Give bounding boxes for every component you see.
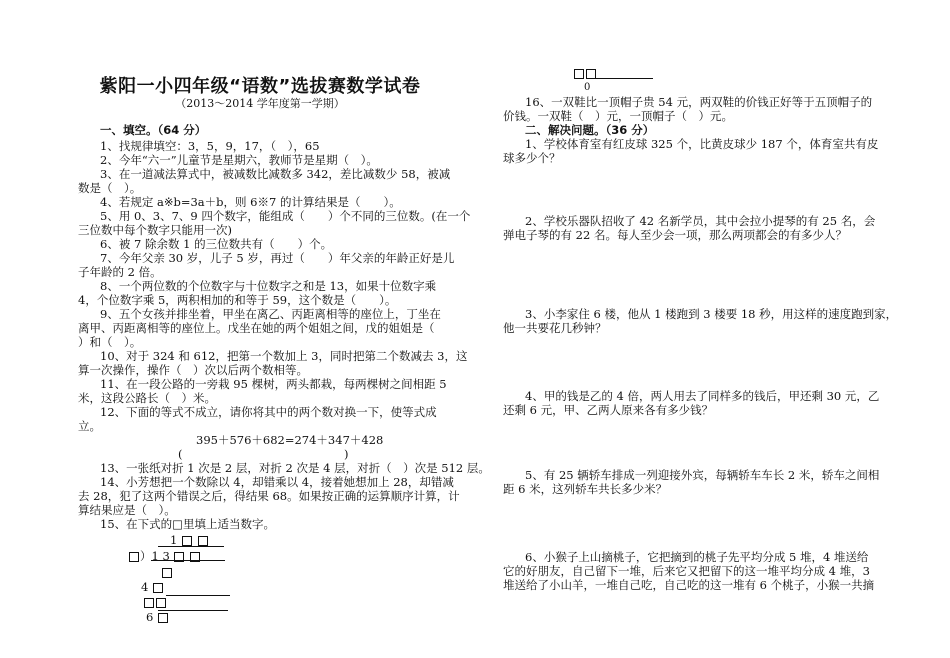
problem-1-line1: 1、学校体育室有红皮球 325 个，比黄皮球少 187 个，体育室共有皮 <box>525 137 879 151</box>
question-14-line2: 去 28，犯了这两个错误之后，得结果 68。如果按正确的运算顺序计算，计 <box>78 489 460 503</box>
problem-5-line2: 距 6 米，这列轿车共长多少米？ <box>503 482 668 496</box>
question-10-line2: 算一次操作，操作（ ）次以后两个数相等。 <box>78 363 308 377</box>
question-12-paren-right: ) <box>344 447 349 461</box>
division-row-4 <box>141 580 164 594</box>
division-continued <box>573 66 597 80</box>
exam-title: 紫阳一小四年级“语数”选拔赛数学试卷 <box>99 76 421 97</box>
problem-5-line1: 5、有 25 辆轿车排成一列迎接外宾，每辆轿车车长 2 米，轿车之间相 <box>525 468 880 482</box>
blank-box[interactable] <box>574 69 584 79</box>
problem-6-line3: 堆送给了小山羊，一堆自己吃，自己吃的这一堆有 6 个桃子，小猴一共摘 <box>503 578 875 592</box>
problem-2-line2: 弹电子琴的有 22 名。每人至少会一项，那么两项都会的有多少人？ <box>503 228 847 242</box>
question-11-line2: 米，这段公路长（ ）米。 <box>78 391 216 405</box>
problem-4-line1: 4、甲的钱是乙的 4 倍，两人用去了同样多的钱后，甲还剩 30 元，乙 <box>525 389 880 403</box>
division-underline-1 <box>151 548 225 561</box>
question-16-line2: 价钱。一双鞋（ ）元，一顶帽子（ ）元。 <box>503 109 733 123</box>
exam-subtitle: （2013～2014 学年度第一学期） <box>175 97 345 110</box>
question-13: 13、一张纸对折 1 次是 2 层，对折 2 次是 4 层，对折（ ）次是 512 层。 <box>100 461 490 475</box>
question-9-line1: 9、五个女孩并排坐着，甲坐在离乙、丙距离相等的座位上，丁坐在 <box>100 307 441 321</box>
question-3-line2: 数是（ ）。 <box>78 181 142 195</box>
question-14-line3: 算结果应是（ ）。 <box>78 503 176 517</box>
division-underline-3 <box>158 598 228 611</box>
division-row-6 <box>146 610 169 624</box>
division-digit-1: 1 <box>170 533 178 547</box>
problem-6-line1: 6、小猴子上山摘桃子，它把摘到的桃子先平均分成 5 堆，4 堆送给 <box>525 550 869 564</box>
problem-6-line2: 它的好朋友，自己留下一堆，后来它又把留下的这一堆平均分成 4 堆，3 <box>503 564 870 578</box>
question-12-equation: 395＋576＋682=274＋347＋428 <box>196 433 384 447</box>
question-1: 1、找规律填空：3，5，9，17，（ ），65 <box>100 139 320 153</box>
division-digit-4: 4 <box>141 580 149 594</box>
section2-heading: 二、解决问题。（36 分） <box>525 123 655 137</box>
question-11-line1: 11、在一段公路的一旁栽 95 棵树，两头都栽，每两棵树之间相距 5 <box>100 377 447 391</box>
division-remainder: 0 <box>584 82 591 93</box>
question-10-line1: 10、对于 324 和 612，把第一个数加上 3，同时把第二个数减去 3，这 <box>100 349 468 363</box>
blank-box[interactable] <box>158 613 168 623</box>
question-2: 2、今年“六一”儿童节是星期六，教师节是星期（ ）。 <box>100 153 378 167</box>
question-16-line1: 16、一双鞋比一顶帽子贵 54 元，两双鞋的价钱正好等于五顶帽子的 <box>525 95 873 109</box>
question-9-line2: 离甲、丙距离相等的座位上。戊坐在她的两个姐姐之间，戊的姐姐是（ <box>78 321 435 335</box>
blank-box[interactable] <box>144 598 154 608</box>
question-9-line3: ）和（ ）。 <box>78 335 142 349</box>
question-6: 6、被 7 除余数 1 的三位数共有（ ）个。 <box>100 237 333 251</box>
question-5-line2: 三位数中每个数字只能用一次) <box>78 223 232 237</box>
division-underline-2 <box>166 583 230 596</box>
question-15: 15、在下式的□里填上适当数字。 <box>100 517 275 531</box>
question-12-line1: 12、下面的等式不成立，请你将其中的两个数对换一下，使等式成 <box>100 405 437 419</box>
question-7-line2: 子年龄的 2 倍。 <box>78 265 162 279</box>
division-underline-4 <box>595 66 653 79</box>
question-5-line1: 5、用 0、3、7、9 四个数字，能组成（ ）个不同的三位数。(在一个 <box>100 209 471 223</box>
question-8-line1: 8、一个两位数的个位数字与十位数字之和是 13，如果十位数字乘 <box>100 279 437 293</box>
blank-box[interactable] <box>153 583 163 593</box>
problem-1-line2: 球多少个？ <box>503 151 561 165</box>
division-digit-6: 6 <box>146 610 154 624</box>
question-8-line2: 4，个位数字乘 5，两积相加的和等于 59，这个数是（ ）。 <box>78 293 397 307</box>
question-12-line2: 立。 <box>78 419 101 433</box>
problem-4-line2: 还剩 6 元，甲、乙两人原来各有多少钱？ <box>503 403 714 417</box>
question-7-line1: 7、今年父亲 30 岁，儿子 5 岁，再过（ ）年父亲的年龄正好是儿 <box>100 251 455 265</box>
division-dividend-start: ）1 3 <box>140 549 170 563</box>
blank-box[interactable] <box>129 552 139 562</box>
problem-3-line2: 他一共要花几秒钟？ <box>503 321 607 335</box>
blank-box[interactable] <box>162 568 172 578</box>
section1-heading: 一、填空。（64 分） <box>100 123 207 137</box>
question-12-paren-left: ( <box>178 447 183 461</box>
division-row-3 <box>161 565 173 579</box>
question-14-line1: 14、小芳想把一个数除以 4，却错乘以 4，接着她想加上 28，却错减 <box>100 475 454 489</box>
question-4: 4、若规定 a※b=3a＋b，则 6※7 的计算结果是（ ）。 <box>100 195 401 209</box>
division-bar <box>158 534 224 547</box>
problem-2-line1: 2、学校乐器队招收了 42 名新学员，其中会拉小提琴的有 25 名，会 <box>525 214 876 228</box>
question-3-line1: 3、在一道减法算式中，被减数比减数多 342，差比减数少 58，被减 <box>100 167 451 181</box>
problem-3-line1: 3、小李家住 6 楼，他从 1 楼跑到 3 楼要 18 秒，用这样的速度跑到家， <box>525 307 898 321</box>
